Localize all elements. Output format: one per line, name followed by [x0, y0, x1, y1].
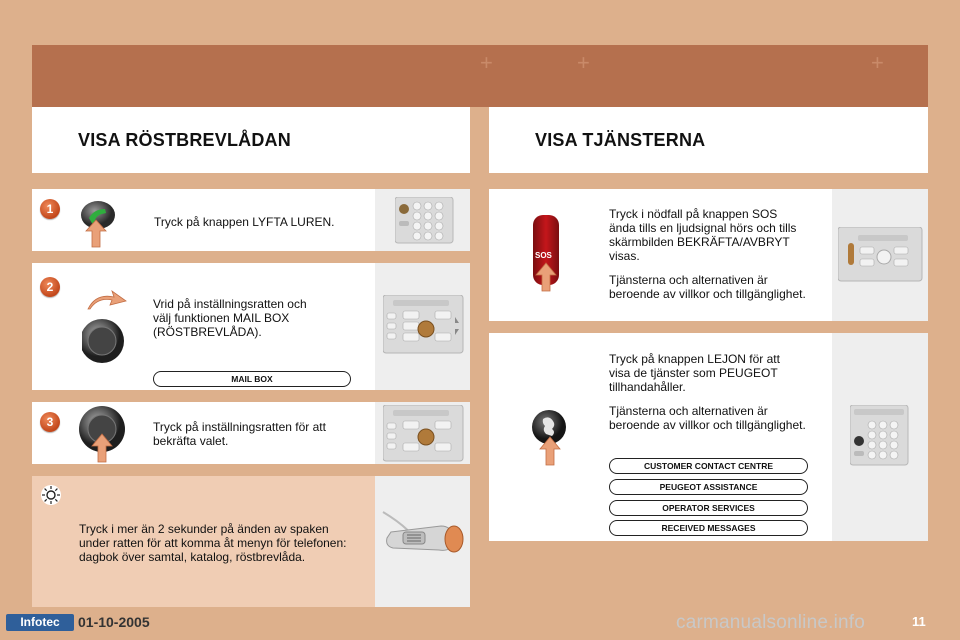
step-number-badge: 1	[40, 199, 60, 219]
tip-text: Tryck i mer än 2 sekunder på änden av spaken under ratten för att komma åt menyn för telefonen: dagbok över samtal, katalog, röstbrevlåda.	[79, 522, 347, 564]
left-header	[32, 107, 470, 173]
step-2-text: Vrid på inställningsratten och välj funktionen MAIL BOX (RÖSTBREVLÅDA).	[153, 297, 307, 339]
customer-contact-centre-menu-item[interactable]: CUSTOMER CONTACT CENTRE	[609, 458, 808, 474]
step-number-badge: 2	[40, 277, 60, 297]
step-3-text: Tryck på inställningsratten för att bekräfta valet.	[153, 420, 326, 448]
footer-date: 01-10-2005	[78, 614, 150, 630]
keypad-icon	[850, 405, 910, 467]
radio-unit-icon	[383, 405, 465, 463]
page-number: 11	[912, 614, 926, 629]
received-messages-menu-item[interactable]: RECEIVED MESSAGES	[609, 520, 808, 536]
step-3-illustration	[375, 402, 470, 464]
watermark: carmanualsonline.info	[676, 612, 866, 633]
step-3-panel	[32, 402, 470, 464]
lion-illustration	[832, 333, 928, 541]
rotate-dial-icon	[82, 287, 132, 367]
step-2-panel	[32, 263, 470, 390]
step-1-text: Tryck på knappen LYFTA LUREN.	[154, 215, 335, 229]
tip-illustration	[375, 476, 470, 607]
radio-unit-icon	[838, 227, 924, 283]
peugeot-assistance-menu-item[interactable]: PEUGEOT ASSISTANCE	[609, 479, 808, 495]
left-title: VISA RÖSTBREVLÅDAN	[78, 130, 291, 150]
step-1-illustration	[375, 189, 470, 251]
sos-button-label: SOS	[535, 251, 552, 260]
right-title: VISA TJÄNSTERNA	[535, 130, 706, 150]
lion-text: Tryck på knappen LEJON för att visa de tjänster som PEUGEOT tillhandahåller. Tjänsterna och alternativen är beroende av villkor och tillgänglighet.	[609, 352, 806, 432]
step-1-panel	[32, 189, 470, 251]
sos-text: Tryck i nödfall på knappen SOS ända tills en ljudsignal hörs och tills skärmbilden BEKRÄFTA/AVBRYT visas. Tjänsterna och alternativen är beroende av villkor och tillgänglighet.	[609, 207, 806, 301]
step-number-badge: 3	[40, 412, 60, 432]
right-header	[489, 107, 928, 173]
mail-box-menu-item[interactable]: MAIL BOX	[153, 371, 351, 387]
infotec-logo: Infotec	[6, 614, 74, 631]
decor-plus-icon: +	[871, 50, 884, 75]
sos-panel	[489, 189, 928, 321]
radio-unit-icon	[383, 295, 465, 355]
tip-panel	[32, 476, 470, 607]
steering-stalk-icon	[379, 506, 467, 576]
step-2-illustration	[375, 263, 470, 390]
sos-illustration	[832, 189, 928, 321]
keypad-icon	[395, 197, 455, 245]
decor-plus-icon: +	[480, 50, 493, 75]
decor-plus-icon: +	[577, 50, 590, 75]
lightbulb-tip-icon	[40, 484, 62, 506]
operator-services-menu-item[interactable]: OPERATOR SERVICES	[609, 500, 808, 516]
press-dial-icon	[78, 404, 130, 464]
phone-pickup-button-icon	[80, 195, 120, 249]
lion-panel	[489, 333, 928, 541]
peugeot-lion-button-icon	[529, 409, 573, 467]
